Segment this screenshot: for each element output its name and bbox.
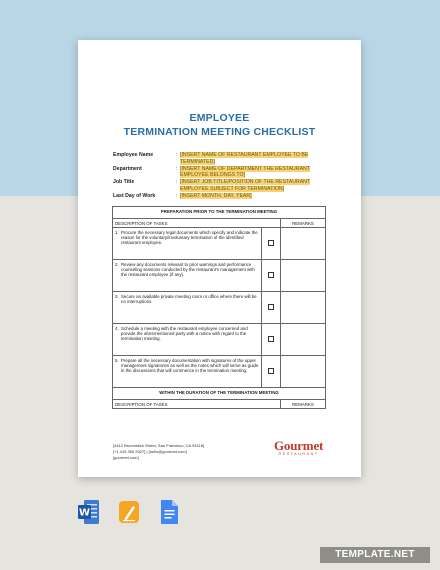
info-label: Last Day of Work [113, 192, 156, 199]
table-row [113, 260, 326, 292]
table-row [113, 228, 326, 260]
task-cell [113, 260, 262, 292]
task-text: Schedule a meeting with the restaurant employee concerned and provide the aforementioned party with a notice with regard to the termination meeting. [121, 325, 248, 341]
section-header-preparation: PREPARATION PRIOR TO THE TERMINATION MEETING [113, 207, 326, 219]
address-line: [4412 Broomstick Street, San Francisco, CA 94118] [113, 443, 205, 448]
remarks-cell [281, 228, 326, 260]
task-text: Review any documents relevant to prior warnings and performance counseling sessions conducted by the restaurant's management with the restaurant employee (if any). [121, 261, 255, 277]
table-row [113, 324, 326, 356]
info-colon: : [176, 165, 178, 172]
checkbox-cell [262, 356, 281, 388]
checkbox-cell [262, 324, 281, 356]
remarks-cell [281, 324, 326, 356]
employee-info [113, 152, 338, 200]
task-checkbox[interactable] [268, 272, 274, 278]
remarks-cell [281, 260, 326, 292]
task-cell [113, 292, 262, 324]
info-label: Department [113, 165, 142, 172]
table-row [113, 292, 326, 324]
info-value [180, 193, 338, 200]
info-colon: : [176, 179, 178, 186]
info-colon: : [176, 192, 178, 199]
task-cell [113, 228, 262, 260]
column-header-remarks: REMARKS [281, 400, 326, 409]
task-checkbox[interactable] [268, 304, 274, 310]
info-colon: : [176, 152, 178, 158]
doc-title-line2: TERMINATION MEETING CHECKLIST [123, 126, 316, 138]
info-value-text: [INSERT NAME OF DEPARTMENT THE RESTAURANT EMPLOYEE BELONGS TO] [180, 165, 310, 179]
logo-text: Gourmet [274, 438, 324, 453]
task-number: 2. [115, 261, 119, 267]
info-value-text: [INSERT NAME OF RESTAURANT EMPLOYEE TO BE TERMINATED] [180, 152, 309, 165]
contact-line: [+1 415 350 5327] | [hello@gourmet.com] [113, 449, 187, 455]
column-header-tasks: DESCRIPTION OF TASKS [113, 400, 281, 409]
info-value-text: [INSERT MONTH, DAY, YEAR] [180, 192, 252, 199]
info-value [180, 166, 338, 180]
task-number: 4. [115, 325, 119, 331]
task-number: 3. [115, 293, 119, 299]
task-text: Secure an available private meeting room or office where there will be no interruptions. [121, 293, 257, 304]
column-header-remarks: REMARKS [281, 219, 326, 228]
task-checkbox[interactable] [268, 368, 274, 374]
task-cell [113, 324, 262, 356]
info-row [113, 152, 338, 166]
doc-title-line1: EMPLOYEE [189, 112, 250, 124]
google-docs-icon[interactable] [158, 499, 180, 525]
info-value [180, 152, 338, 166]
task-text: Procure the necessary legal documents which specify and indicate the reason for the voluntary/involuntary termination of the identified restaurant employee. [121, 229, 258, 245]
info-value-text: [INSERT JOB TITLE/POSITION OF THE RESTAURANT EMPLOYEE SUBJECT FOR TERMINATION] [180, 179, 311, 192]
document-page [78, 40, 361, 477]
task-number: 1. [115, 229, 119, 235]
checkbox-cell [262, 292, 281, 324]
watermark-badge: TEMPLATE.NET [320, 547, 430, 563]
footer-address [113, 443, 204, 462]
svg-text:W: W [78, 507, 91, 519]
task-number: 5. [115, 357, 119, 363]
checkbox-cell [262, 228, 281, 260]
word-icon[interactable] [78, 499, 100, 525]
website-line: [gourmet.com] [113, 455, 139, 461]
info-value [180, 179, 338, 193]
info-label: Employee Name [113, 152, 154, 158]
task-checkbox[interactable] [268, 240, 274, 246]
info-row [113, 193, 338, 200]
checklist-table [112, 206, 326, 409]
column-header-tasks: DESCRIPTION OF TASKS [113, 219, 281, 228]
task-checkbox[interactable] [268, 336, 274, 342]
info-row [113, 166, 338, 180]
pages-icon[interactable] [118, 499, 140, 525]
logo-subtext: RESTAURANT [278, 452, 319, 456]
checkbox-cell [262, 260, 281, 292]
info-label: Job Title [113, 179, 135, 186]
table-row [113, 356, 326, 388]
remarks-cell [281, 292, 326, 324]
remarks-cell [281, 356, 326, 388]
section-header-meeting: WITHIN THE DURATION OF THE TERMINATION MEETING [113, 388, 326, 400]
task-cell [113, 356, 262, 388]
info-row [113, 179, 338, 193]
gourmet-logo [274, 438, 323, 456]
task-text: Prepare all the necessary documentation with signatures of the upper management signatories as well as the notes which will serve as guide in the discussions that will commence in the termination meeting. [121, 357, 259, 373]
